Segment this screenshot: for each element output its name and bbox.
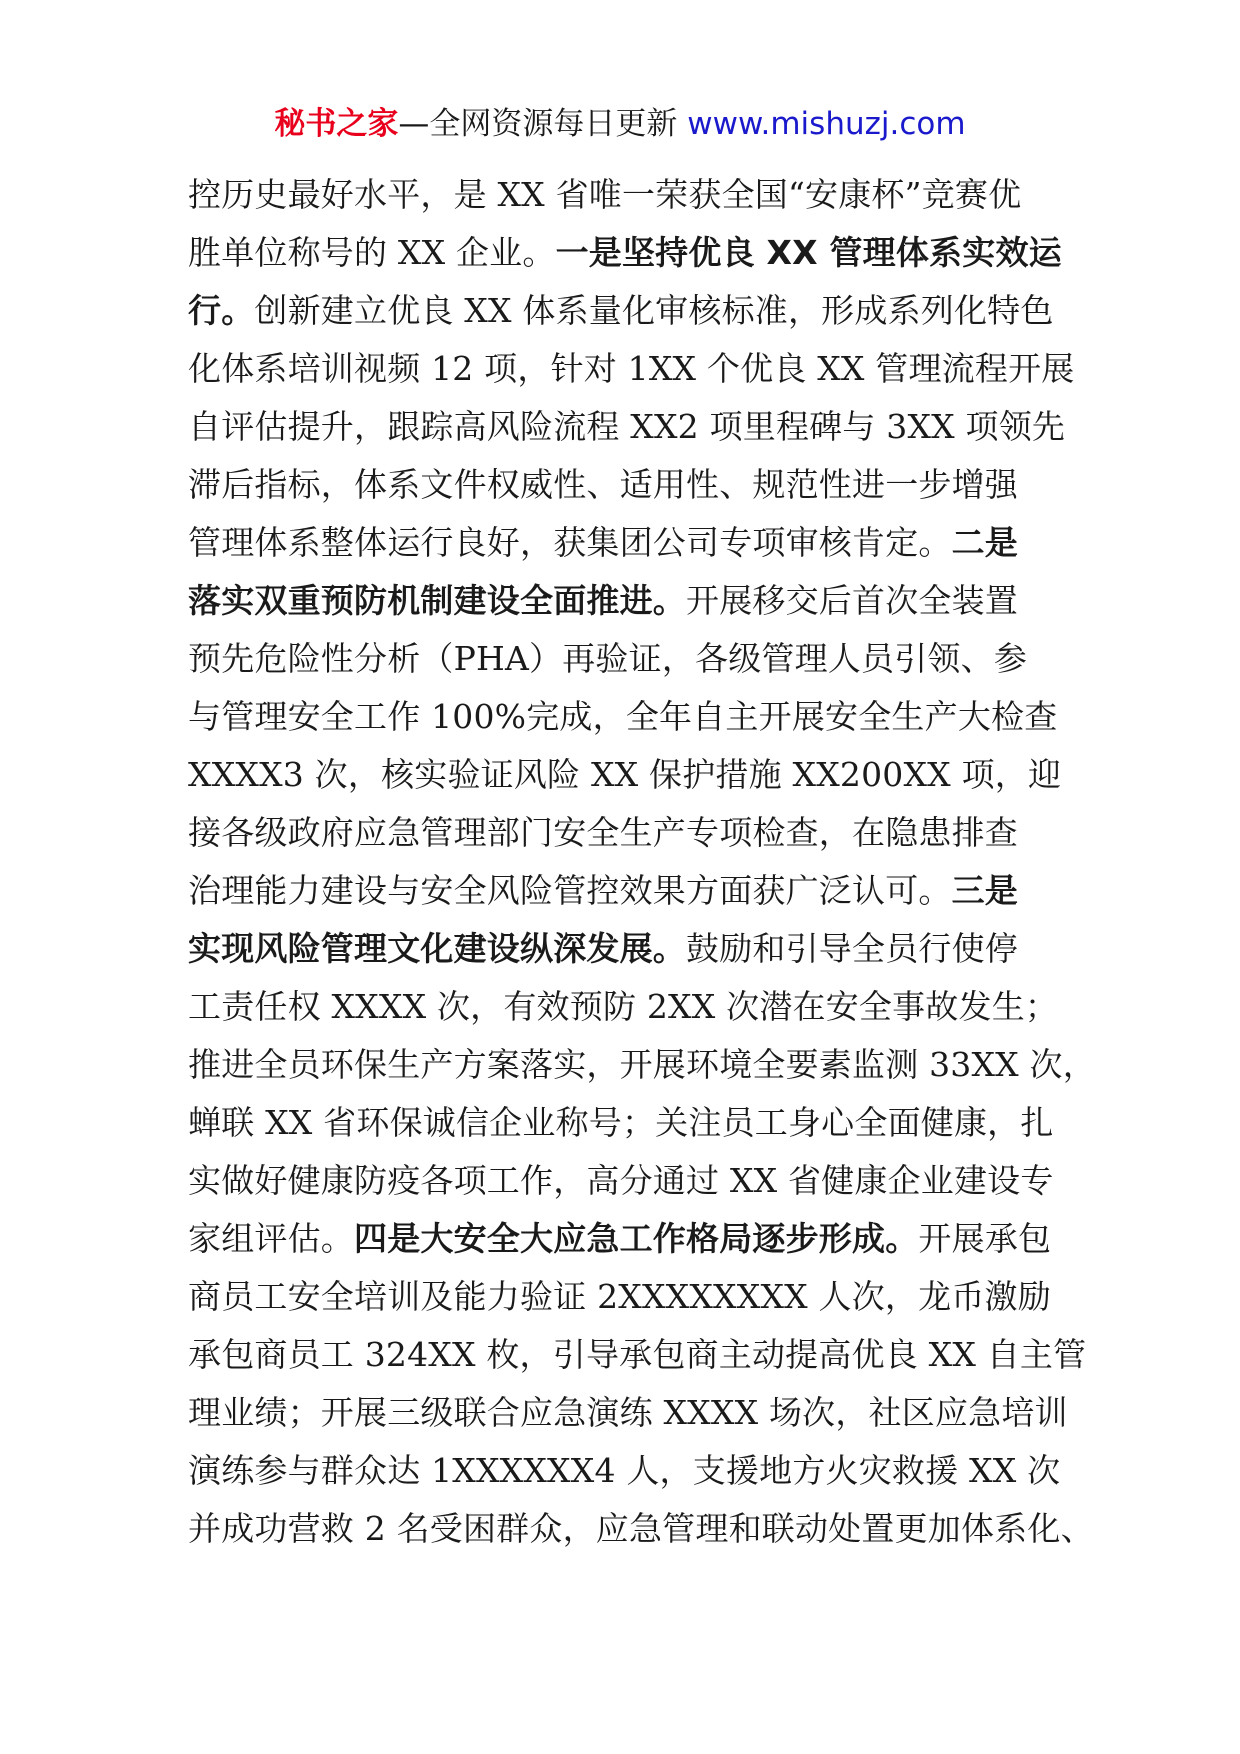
site-brand: 秘书之家: [274, 106, 399, 142]
text-segment: 蝉联 XX 省环保诚信企业称号；关注员工身心全面健康，扎: [188, 1103, 1054, 1142]
text-segment: 鼓励和引导全员行使停: [686, 929, 1018, 968]
text-segment: 管理体系整体运行良好，获集团公司专项审核肯定。: [188, 523, 952, 562]
site-tagline: —全网资源每日更新: [398, 106, 688, 142]
text-line: [188, 1210, 1088, 1268]
text-line: [188, 1384, 1088, 1442]
text-segment: 家组评估。: [188, 1219, 354, 1258]
bold-heading-segment: 三是: [951, 871, 1019, 910]
text-line: [188, 1036, 1096, 1094]
text-line: [188, 572, 1088, 630]
text-segment: 自评估提升，跟踪高风险流程 XX2 项里程碑与 3XX 项领先: [188, 407, 1066, 446]
text-line: [188, 978, 1088, 1036]
bold-heading-segment: 四是大安全大应急工作格局逐步形成。: [354, 1219, 919, 1258]
text-segment: 滞后指标，体系文件权威性、适用性、规范性进一步增强: [188, 465, 1018, 504]
text-line: [188, 166, 1088, 224]
text-segment: 理业绩；开展三级联合应急演练 XXXX 场次，社区应急培训: [188, 1393, 1068, 1432]
text-segment: 治理能力建设与安全风险管控效果方面获广泛认可。: [188, 871, 952, 910]
text-segment: 开展承包: [918, 1219, 1052, 1258]
text-line: [188, 630, 1088, 688]
text-line: [188, 862, 1088, 920]
text-line: [188, 282, 1088, 340]
text-segment: 化体系培训视频 12 项，针对 1XX 个优良 XX 管理流程开展: [188, 349, 1075, 388]
text-line: [188, 1152, 1088, 1210]
text-line: [188, 920, 1088, 978]
site-header: [0, 100, 1240, 148]
text-line: [188, 746, 1088, 804]
text-line: [188, 1326, 1088, 1384]
text-segment: 预先危险性分析（PHA）再验证，各级管理人员引领、参: [188, 639, 1028, 678]
text-segment: 工责任权 XXXX 次，有效预防 2XX 次潜在安全事故发生；: [188, 987, 1059, 1026]
text-line: [188, 1094, 1088, 1152]
text-line: [188, 456, 1088, 514]
text-segment: 承包商员工 324XX 枚，引导承包商主动提高优良 XX 自主管: [188, 1335, 1087, 1374]
text-line: [188, 224, 1088, 282]
text-line: [188, 514, 1088, 572]
bold-heading-segment: 一是坚持优良 XX 管理体系实效运: [555, 233, 1062, 272]
text-line: [188, 688, 1088, 746]
bold-heading-segment: 行。: [188, 291, 255, 330]
site-url-link[interactable]: www.mishuzj.com: [687, 106, 966, 142]
text-line: [188, 804, 1088, 862]
text-segment: 并成功营救 2 名受困群众，应急管理和联动处置更加体系化、: [188, 1509, 1094, 1548]
bold-heading-segment: 实现风险管理文化建设纵深发展。: [188, 929, 686, 968]
bold-heading-segment: 落实双重预防机制建设全面推进。: [188, 581, 686, 620]
text-segment: 实做好健康防疫各项工作，高分通过 XX 省健康企业建设专: [188, 1161, 1054, 1200]
text-line: [188, 398, 1088, 456]
text-segment: 开展移交后首次全装置: [686, 581, 1018, 620]
text-segment: 胜单位称号的 XX 企业。: [188, 233, 556, 272]
text-segment: 推进全员环保生产方案落实，开展环境全要素监测 33XX 次，: [188, 1045, 1096, 1084]
text-line: [188, 1500, 1094, 1558]
text-segment: 接各级政府应急管理部门安全生产专项检查，在隐患排查: [188, 813, 1018, 852]
text-segment: 创新建立优良 XX 体系量化审核标准，形成系列化特色: [254, 291, 1054, 330]
text-segment: 与管理安全工作 100%完成，全年自主开展安全生产大检查: [188, 697, 1058, 736]
bold-heading-segment: 二是: [951, 523, 1019, 562]
document-body: [188, 166, 1096, 1558]
text-segment: 演练参与群众达 1XXXXXX4 人，支援地方火灾救援 XX 次: [188, 1451, 1061, 1490]
text-line: [188, 1268, 1088, 1326]
text-line: [188, 340, 1088, 398]
text-segment: XXXX3 次，核实验证风险 XX 保护措施 XX200XX 项，迎: [188, 755, 1062, 794]
text-line: [188, 1442, 1088, 1500]
text-segment: 控历史最好水平，是 XX 省唯一荣获全国“安康杯”竞赛优: [188, 175, 1022, 214]
text-segment: 商员工安全培训及能力验证 2XXXXXXXX 人次，龙币激励: [188, 1277, 1051, 1316]
